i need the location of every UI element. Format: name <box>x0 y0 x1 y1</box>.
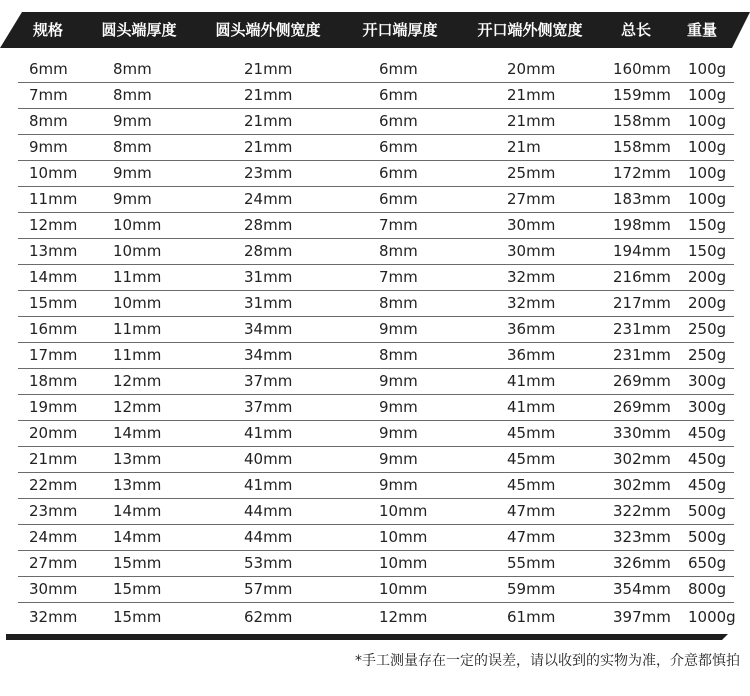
cell-round-end-thickness: 15mm <box>113 554 162 572</box>
cell-total-length: 326mm <box>613 554 671 572</box>
cell-open-end-width: 32mm <box>507 294 556 312</box>
cell-round-end-thickness: 10mm <box>113 242 162 260</box>
cell-open-end-width: 21mm <box>507 112 556 130</box>
cell-open-end-thickness: 9mm <box>379 476 418 494</box>
cell-open-end-width: 61mm <box>507 608 556 626</box>
cell-round-end-width: 40mm <box>244 450 293 468</box>
cell-open-end-width: 32mm <box>507 268 556 286</box>
cell-size: 10mm <box>29 164 78 182</box>
cell-open-end-thickness: 7mm <box>379 268 418 286</box>
cell-open-end-thickness: 10mm <box>379 554 428 572</box>
cell-round-end-width: 23mm <box>244 164 293 182</box>
cell-open-end-width: 20mm <box>507 60 556 78</box>
row-divider <box>18 602 734 603</box>
cell-open-end-width: 36mm <box>507 346 556 364</box>
cell-weight: 100g <box>688 112 727 130</box>
cell-open-end-thickness: 9mm <box>379 450 418 468</box>
cell-round-end-width: 44mm <box>244 502 293 520</box>
cell-open-end-thickness: 8mm <box>379 242 418 260</box>
cell-weight: 500g <box>688 528 727 546</box>
cell-open-end-width: 30mm <box>507 216 556 234</box>
cell-round-end-width: 37mm <box>244 398 293 416</box>
cell-round-end-width: 44mm <box>244 528 293 546</box>
cell-total-length: 354mm <box>613 580 671 598</box>
cell-round-end-thickness: 15mm <box>113 608 162 626</box>
table-row <box>0 265 750 291</box>
cell-total-length: 231mm <box>613 320 671 338</box>
cell-weight: 200g <box>688 268 727 286</box>
cell-total-length: 172mm <box>613 164 671 182</box>
table-row <box>0 525 750 551</box>
cell-total-length: 183mm <box>613 190 671 208</box>
cell-open-end-thickness: 6mm <box>379 138 418 156</box>
header-size: 规格 <box>32 21 64 39</box>
cell-round-end-width: 28mm <box>244 242 293 260</box>
cell-open-end-thickness: 9mm <box>379 372 418 390</box>
table-row <box>0 577 750 603</box>
cell-open-end-thickness: 9mm <box>379 424 418 442</box>
cell-size: 15mm <box>29 294 78 312</box>
cell-size: 12mm <box>29 216 78 234</box>
cell-round-end-width: 53mm <box>244 554 293 572</box>
cell-weight: 300g <box>688 372 727 390</box>
cell-open-end-width: 41mm <box>507 372 556 390</box>
cell-total-length: 158mm <box>613 138 671 156</box>
table-row <box>0 473 750 499</box>
cell-total-length: 216mm <box>613 268 671 286</box>
cell-total-length: 159mm <box>613 86 671 104</box>
table-row <box>0 135 750 161</box>
cell-round-end-width: 21mm <box>244 138 293 156</box>
table-row <box>0 161 750 187</box>
cell-round-end-width: 34mm <box>244 320 293 338</box>
cell-weight: 300g <box>688 398 727 416</box>
cell-total-length: 198mm <box>613 216 671 234</box>
cell-total-length: 160mm <box>613 60 671 78</box>
cell-open-end-thickness: 8mm <box>379 294 418 312</box>
cell-open-end-thickness: 10mm <box>379 502 428 520</box>
cell-weight: 100g <box>688 138 727 156</box>
cell-size: 21mm <box>29 450 78 468</box>
cell-total-length: 322mm <box>613 502 671 520</box>
cell-round-end-thickness: 9mm <box>113 164 152 182</box>
cell-round-end-thickness: 10mm <box>113 294 162 312</box>
cell-round-end-thickness: 14mm <box>113 528 162 546</box>
cell-round-end-thickness: 12mm <box>113 398 162 416</box>
cell-total-length: 158mm <box>613 112 671 130</box>
cell-size: 13mm <box>29 242 78 260</box>
table-row <box>0 317 750 343</box>
cell-size: 11mm <box>29 190 78 208</box>
cell-open-end-thickness: 6mm <box>379 112 418 130</box>
footnote: *手工测量存在一定的误差，请以收到的实物为准，介意都慎拍 <box>355 653 740 669</box>
cell-round-end-width: 41mm <box>244 424 293 442</box>
header-round-end-thickness: 圆头端厚度 <box>101 21 177 39</box>
cell-open-end-width: 27mm <box>507 190 556 208</box>
cell-size: 22mm <box>29 476 78 494</box>
cell-weight: 250g <box>688 346 727 364</box>
cell-weight: 100g <box>688 86 727 104</box>
cell-size: 6mm <box>29 60 68 78</box>
cell-total-length: 217mm <box>613 294 671 312</box>
cell-open-end-thickness: 10mm <box>379 528 428 546</box>
cell-round-end-width: 24mm <box>244 190 293 208</box>
cell-weight: 250g <box>688 320 727 338</box>
cell-round-end-thickness: 11mm <box>113 346 162 364</box>
cell-round-end-thickness: 14mm <box>113 424 162 442</box>
cell-size: 18mm <box>29 372 78 390</box>
cell-total-length: 269mm <box>613 398 671 416</box>
cell-round-end-thickness: 11mm <box>113 320 162 338</box>
cell-open-end-width: 45mm <box>507 476 556 494</box>
cell-total-length: 323mm <box>613 528 671 546</box>
cell-size: 14mm <box>29 268 78 286</box>
table-row <box>0 421 750 447</box>
table-row <box>0 83 750 109</box>
table-row <box>0 605 750 631</box>
header-total-length: 总长 <box>620 21 652 39</box>
cell-open-end-thickness: 9mm <box>379 398 418 416</box>
cell-round-end-width: 21mm <box>244 86 293 104</box>
cell-open-end-thickness: 6mm <box>379 60 418 78</box>
cell-size: 30mm <box>29 580 78 598</box>
cell-weight: 100g <box>688 60 727 78</box>
cell-open-end-width: 55mm <box>507 554 556 572</box>
cell-open-end-thickness: 10mm <box>379 580 428 598</box>
cell-open-end-width: 30mm <box>507 242 556 260</box>
cell-size: 16mm <box>29 320 78 338</box>
cell-weight: 800g <box>688 580 727 598</box>
cell-open-end-thickness: 9mm <box>379 320 418 338</box>
table-header <box>0 12 750 48</box>
table-row <box>0 291 750 317</box>
cell-round-end-width: 37mm <box>244 372 293 390</box>
table-row <box>0 395 750 421</box>
cell-open-end-thickness: 6mm <box>379 86 418 104</box>
cell-open-end-width: 47mm <box>507 502 556 520</box>
table-row <box>0 187 750 213</box>
cell-size: 24mm <box>29 528 78 546</box>
cell-open-end-thickness: 8mm <box>379 346 418 364</box>
cell-open-end-thickness: 7mm <box>379 216 418 234</box>
header-weight: 重量 <box>686 21 718 39</box>
table-row <box>0 343 750 369</box>
cell-open-end-width: 36mm <box>507 320 556 338</box>
cell-total-length: 302mm <box>613 450 671 468</box>
cell-open-end-width: 47mm <box>507 528 556 546</box>
table-row <box>0 551 750 577</box>
cell-round-end-thickness: 8mm <box>113 60 152 78</box>
cell-open-end-width: 41mm <box>507 398 556 416</box>
cell-weight: 150g <box>688 242 727 260</box>
table-row <box>0 369 750 395</box>
cell-round-end-thickness: 12mm <box>113 372 162 390</box>
cell-round-end-thickness: 15mm <box>113 580 162 598</box>
cell-weight: 100g <box>688 164 727 182</box>
cell-round-end-thickness: 13mm <box>113 476 162 494</box>
cell-total-length: 397mm <box>613 608 671 626</box>
cell-round-end-width: 28mm <box>244 216 293 234</box>
cell-round-end-thickness: 9mm <box>113 190 152 208</box>
cell-size: 27mm <box>29 554 78 572</box>
cell-open-end-thickness: 6mm <box>379 190 418 208</box>
cell-weight: 200g <box>688 294 727 312</box>
cell-weight: 150g <box>688 216 727 234</box>
cell-total-length: 302mm <box>613 476 671 494</box>
cell-total-length: 269mm <box>613 372 671 390</box>
cell-size: 8mm <box>29 112 68 130</box>
table-row <box>0 447 750 473</box>
table-row <box>0 213 750 239</box>
cell-round-end-width: 31mm <box>244 294 293 312</box>
cell-open-end-width: 45mm <box>507 424 556 442</box>
cell-round-end-width: 31mm <box>244 268 293 286</box>
table-row <box>0 109 750 135</box>
cell-size: 23mm <box>29 502 78 520</box>
cell-open-end-width: 21m <box>507 138 541 156</box>
cell-round-end-thickness: 14mm <box>113 502 162 520</box>
table-row <box>0 57 750 83</box>
cell-round-end-width: 21mm <box>244 112 293 130</box>
cell-size: 9mm <box>29 138 68 156</box>
cell-round-end-thickness: 11mm <box>113 268 162 286</box>
cell-weight: 450g <box>688 476 727 494</box>
cell-round-end-thickness: 10mm <box>113 216 162 234</box>
cell-size: 19mm <box>29 398 78 416</box>
cell-round-end-width: 34mm <box>244 346 293 364</box>
cell-weight: 100g <box>688 190 727 208</box>
cell-round-end-width: 41mm <box>244 476 293 494</box>
header-open-end-width: 开口端外侧宽度 <box>477 21 583 39</box>
table-row <box>0 499 750 525</box>
table-row <box>0 239 750 265</box>
cell-weight: 500g <box>688 502 727 520</box>
cell-round-end-thickness: 9mm <box>113 112 152 130</box>
bottom-divider <box>6 634 728 640</box>
cell-round-end-thickness: 8mm <box>113 86 152 104</box>
cell-round-end-thickness: 13mm <box>113 450 162 468</box>
cell-round-end-width: 21mm <box>244 60 293 78</box>
cell-total-length: 330mm <box>613 424 671 442</box>
cell-weight: 650g <box>688 554 727 572</box>
cell-round-end-thickness: 8mm <box>113 138 152 156</box>
cell-open-end-thickness: 12mm <box>379 608 428 626</box>
cell-open-end-width: 25mm <box>507 164 556 182</box>
cell-weight: 1000g <box>688 608 736 626</box>
cell-weight: 450g <box>688 424 727 442</box>
cell-total-length: 231mm <box>613 346 671 364</box>
cell-open-end-width: 59mm <box>507 580 556 598</box>
cell-round-end-width: 57mm <box>244 580 293 598</box>
header-open-end-thickness: 开口端厚度 <box>362 21 438 39</box>
cell-size: 17mm <box>29 346 78 364</box>
cell-size: 20mm <box>29 424 78 442</box>
cell-open-end-width: 45mm <box>507 450 556 468</box>
cell-open-end-thickness: 6mm <box>379 164 418 182</box>
cell-weight: 450g <box>688 450 727 468</box>
cell-size: 7mm <box>29 86 68 104</box>
cell-open-end-width: 21mm <box>507 86 556 104</box>
cell-size: 32mm <box>29 608 78 626</box>
cell-round-end-width: 62mm <box>244 608 293 626</box>
header-round-end-width: 圆头端外侧宽度 <box>215 21 321 39</box>
cell-total-length: 194mm <box>613 242 671 260</box>
